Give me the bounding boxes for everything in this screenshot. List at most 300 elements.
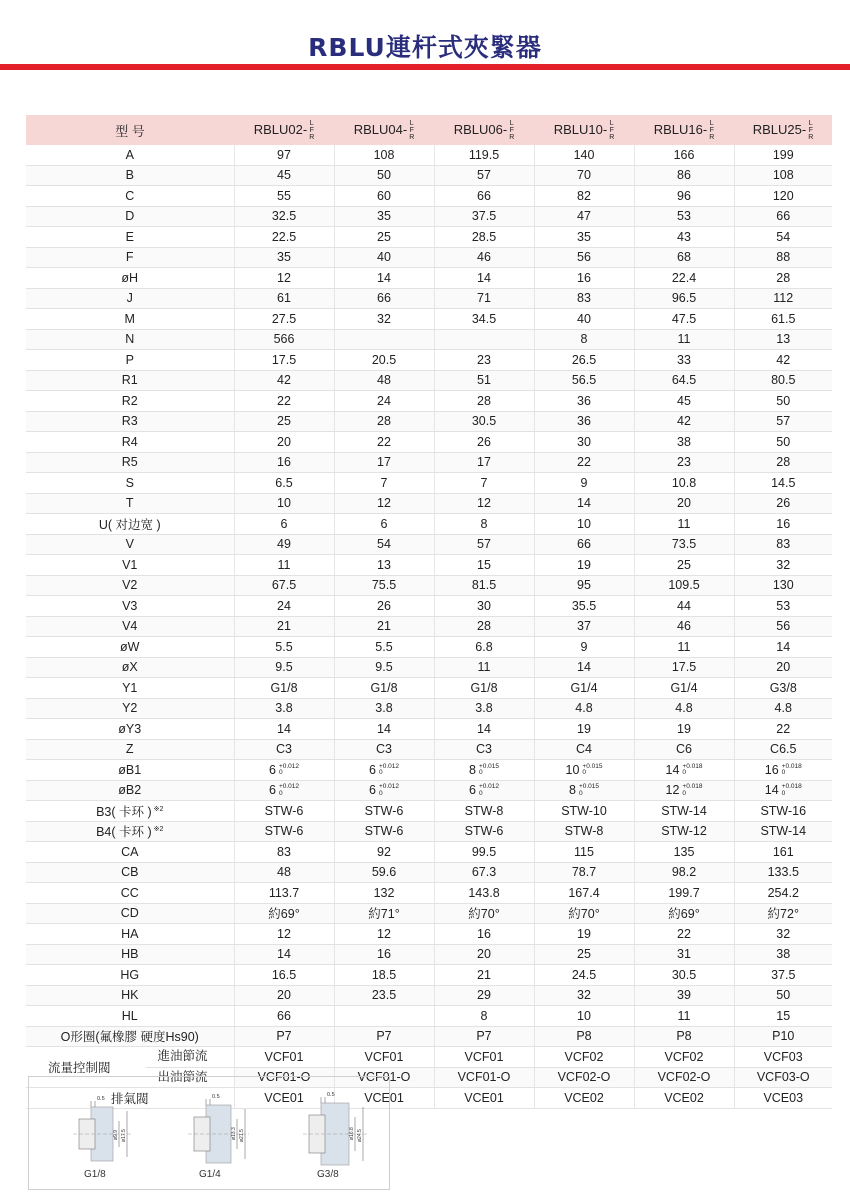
cell-value: C6.5 <box>734 739 832 760</box>
tolerance-lower: 0 <box>278 789 283 797</box>
cell-value: 108 <box>334 145 434 165</box>
cell-value: 14 <box>234 719 334 740</box>
cell-value: 22.4 <box>634 268 734 289</box>
table-row <box>26 534 832 555</box>
nominal-value: 6 <box>368 762 376 777</box>
row-label: R3 <box>26 411 234 432</box>
cell-value: 30 <box>534 432 634 453</box>
cell-value: 96 <box>634 186 734 207</box>
cell-value: 13 <box>334 555 434 576</box>
cell-value: 199.7 <box>634 883 734 904</box>
tolerance <box>782 784 802 797</box>
row-label: D <box>26 206 234 227</box>
table-row <box>26 350 832 371</box>
top-dim-label: 0.5 <box>327 1092 335 1098</box>
inner-dim-label: ø13.3 <box>231 1127 237 1140</box>
cell-value: 37.5 <box>734 965 832 986</box>
inner-dim-label: ø16.8 <box>349 1127 355 1140</box>
model-name: RBLU16- <box>653 121 708 137</box>
cell-value: 16.5 <box>234 965 334 986</box>
row-label: HK <box>26 985 234 1006</box>
cell-value: 51 <box>434 370 534 391</box>
cell-value: 22 <box>734 719 832 740</box>
suffix-l: L <box>309 119 314 127</box>
suffix-r: R <box>808 133 814 141</box>
cell-value: 8 <box>434 1006 534 1027</box>
tolerance-upper: +0.018 <box>682 783 703 791</box>
cell-value <box>334 329 434 350</box>
cell-value: VCE02 <box>534 1088 634 1109</box>
cell-value: 16 <box>434 924 534 945</box>
model-name: RBLU04- <box>353 121 408 137</box>
cell-value: 130 <box>734 575 832 596</box>
cell-value: 42 <box>234 370 334 391</box>
cell-value: 約72° <box>734 903 832 924</box>
table-row <box>26 883 832 904</box>
nominal-value: 6 <box>268 783 276 798</box>
model-header-rblu10 <box>534 115 634 145</box>
cell-value: 19 <box>534 719 634 740</box>
cell-value: STW-10 <box>534 801 634 822</box>
cell-value: 9 <box>534 637 634 658</box>
row-label: F <box>26 247 234 268</box>
cell-value: 88 <box>734 247 832 268</box>
cell-value: 26.5 <box>534 350 634 371</box>
row-label: HA <box>26 924 234 945</box>
cell-value: VCF01-O <box>234 1067 334 1088</box>
cell-value: 44 <box>634 596 734 617</box>
port-diagram-panel <box>28 1076 390 1190</box>
tolerance-lower: 0 <box>781 769 786 777</box>
tolerance <box>379 764 399 777</box>
table-row <box>26 432 832 453</box>
table-row <box>26 903 832 924</box>
table-row <box>26 985 832 1006</box>
cell-value: 86 <box>634 165 734 186</box>
cell-value: 45 <box>234 165 334 186</box>
table-row <box>26 411 832 432</box>
cell-value <box>734 780 832 801</box>
spec-table <box>26 115 832 1109</box>
cell-value: 57 <box>434 165 534 186</box>
cell-value: 9.5 <box>234 657 334 678</box>
cell-value: 30 <box>434 596 534 617</box>
nominal-value: 6 <box>468 783 476 798</box>
nominal-value: 8 <box>468 762 476 777</box>
cell-value: 37.5 <box>434 206 534 227</box>
cell-value: 166 <box>634 145 734 165</box>
table-row <box>26 227 832 248</box>
row-label: CA <box>26 842 234 863</box>
table-row <box>26 1026 832 1047</box>
cell-value: 14.5 <box>734 473 832 494</box>
cell-value: 119.5 <box>434 145 534 165</box>
cell-value: 14 <box>534 493 634 514</box>
port-caption: G3/8 <box>317 1169 339 1180</box>
cell-value: 32 <box>734 555 832 576</box>
cell-value: VCF01 <box>434 1047 534 1068</box>
cell-value <box>534 780 634 801</box>
cell-value: G1/8 <box>234 678 334 699</box>
cell-value: 5.5 <box>234 637 334 658</box>
cell-value: 42 <box>634 411 734 432</box>
suffix-l: L <box>808 119 813 127</box>
cell-value: 38 <box>734 944 832 965</box>
table-row <box>26 965 832 986</box>
outer-dim-label: ø21.5 <box>239 1129 245 1142</box>
cell-value: 10.8 <box>634 473 734 494</box>
cell-value: 80.5 <box>734 370 832 391</box>
tolerance <box>479 784 499 797</box>
cell-value: P7 <box>234 1026 334 1047</box>
cell-value: C6 <box>634 739 734 760</box>
cell-value: 10 <box>234 493 334 514</box>
suffix-f: F <box>709 126 714 134</box>
suffix-f: F <box>309 126 314 134</box>
table-row <box>26 165 832 186</box>
suffix-r: R <box>509 133 515 141</box>
suffix-r: R <box>309 133 315 141</box>
table-row <box>26 862 832 883</box>
out-flow-label: 出油節流 <box>157 1069 208 1084</box>
cell-value: 81.5 <box>434 575 534 596</box>
cell-value: 254.2 <box>734 883 832 904</box>
cell-value: 11 <box>234 555 334 576</box>
row-label: R5 <box>26 452 234 473</box>
table-row <box>26 616 832 637</box>
row-label: øX <box>26 657 234 678</box>
cell-value: 13 <box>734 329 832 350</box>
table-row <box>26 186 832 207</box>
cell-value: P10 <box>734 1026 832 1047</box>
cell-value: 68 <box>634 247 734 268</box>
cell-value: 45 <box>634 391 734 412</box>
cell-value: 73.5 <box>634 534 734 555</box>
cell-value: 92 <box>334 842 434 863</box>
table-row <box>26 596 832 617</box>
cell-value: 32 <box>534 985 634 1006</box>
cell-value: 49 <box>234 534 334 555</box>
cell-value: 6 <box>234 514 334 535</box>
cell-value: 6 <box>334 514 434 535</box>
cell-value: 50 <box>734 985 832 1006</box>
cell-value: 20 <box>634 493 734 514</box>
tolerance-lower: 0 <box>578 789 583 797</box>
model-suffix <box>309 120 314 141</box>
table-row <box>26 739 832 760</box>
page-title: RBLU連杆式夾緊器 <box>308 33 542 62</box>
cell-value: 28 <box>734 452 832 473</box>
row-label: V1 <box>26 555 234 576</box>
table-row <box>26 575 832 596</box>
model-name: RBLU02- <box>253 121 308 137</box>
cell-value: 113.7 <box>234 883 334 904</box>
cell-value: STW-12 <box>634 821 734 842</box>
cell-value: 46 <box>434 247 534 268</box>
cell-value: 83 <box>734 534 832 555</box>
cell-value: 71 <box>434 288 534 309</box>
row-label: øH <box>26 268 234 289</box>
tolerance-upper: +0.018 <box>682 762 703 770</box>
cell-value: 9.5 <box>334 657 434 678</box>
cell-value: 34.5 <box>434 309 534 330</box>
table-row <box>26 821 832 842</box>
cell-value: 67.5 <box>234 575 334 596</box>
cell-value: 14 <box>434 719 534 740</box>
cell-value: 11 <box>634 1006 734 1027</box>
nominal-value: 16 <box>764 762 779 777</box>
cell-value: VCE03 <box>734 1088 832 1109</box>
cell-value: C3 <box>334 739 434 760</box>
cell-value: 115 <box>534 842 634 863</box>
tolerance-lower: 0 <box>478 789 483 797</box>
cell-value: 67.3 <box>434 862 534 883</box>
suffix-f: F <box>609 126 614 134</box>
cell-value: 96.5 <box>634 288 734 309</box>
nominal-value: 14 <box>764 783 779 798</box>
cell-value: 22 <box>234 391 334 412</box>
cell-value: 25 <box>634 555 734 576</box>
cell-value: 12 <box>434 493 534 514</box>
cell-value: 12 <box>334 924 434 945</box>
cell-value: 4.8 <box>534 698 634 719</box>
cell-value: 98.2 <box>634 862 734 883</box>
cell-value: G1/4 <box>634 678 734 699</box>
row-label: P <box>26 350 234 371</box>
cell-value: 3.8 <box>334 698 434 719</box>
table-row <box>26 842 832 863</box>
cell-value: 23 <box>634 452 734 473</box>
cell-value: 14 <box>734 637 832 658</box>
table-row <box>26 780 832 801</box>
cell-value: 21 <box>434 965 534 986</box>
cell-value: 26 <box>434 432 534 453</box>
cell-value: 143.8 <box>434 883 534 904</box>
cell-value: 120 <box>734 186 832 207</box>
cell-value: 35.5 <box>534 596 634 617</box>
cell-value: VCF01 <box>334 1047 434 1068</box>
cell-value: 35 <box>534 227 634 248</box>
cell-value: 60 <box>334 186 434 207</box>
cell-value: 22.5 <box>234 227 334 248</box>
cell-value: 28 <box>434 391 534 412</box>
cell-value: 7 <box>334 473 434 494</box>
cell-value: 約69° <box>634 903 734 924</box>
cell-value: 14 <box>334 268 434 289</box>
cell-value: 53 <box>634 206 734 227</box>
cell-value: 11 <box>634 329 734 350</box>
cell-value: 35 <box>234 247 334 268</box>
table-row <box>26 268 832 289</box>
outer-dim-label: ø17.5 <box>121 1129 127 1142</box>
cell-value <box>334 1006 434 1027</box>
top-dim-label: 0.5 <box>97 1096 105 1102</box>
cell-value: 35 <box>334 206 434 227</box>
cell-value: 4.8 <box>634 698 734 719</box>
row-label: R1 <box>26 370 234 391</box>
port-caption: G1/4 <box>199 1169 221 1180</box>
cell-value <box>634 780 734 801</box>
cell-value: 11 <box>434 657 534 678</box>
cell-value: 16 <box>234 452 334 473</box>
cell-value <box>534 760 634 781</box>
cell-value: 66 <box>434 186 534 207</box>
cell-value: STW-14 <box>734 821 832 842</box>
model-name: RBLU25- <box>752 121 807 137</box>
cell-value: 28 <box>434 616 534 637</box>
cell-value: 39 <box>634 985 734 1006</box>
cell-value: 31 <box>634 944 734 965</box>
cell-value: 83 <box>234 842 334 863</box>
cell-value: 56 <box>734 616 832 637</box>
table-row <box>26 391 832 412</box>
row-label: V2 <box>26 575 234 596</box>
row-label: M <box>26 309 234 330</box>
cell-value: 14 <box>434 268 534 289</box>
cell-value: 10 <box>534 514 634 535</box>
cell-value: 82 <box>534 186 634 207</box>
cell-value: STW-14 <box>634 801 734 822</box>
cell-value: VCF01-O <box>334 1067 434 1088</box>
table-row <box>26 288 832 309</box>
cell-value: 17 <box>434 452 534 473</box>
cell-value: 54 <box>734 227 832 248</box>
model-header-rblu16 <box>634 115 734 145</box>
cell-value <box>234 780 334 801</box>
table-row <box>26 924 832 945</box>
row-label: J <box>26 288 234 309</box>
table-row <box>26 370 832 391</box>
row-label: A <box>26 145 234 165</box>
cell-value: 15 <box>734 1006 832 1027</box>
suffix-f: F <box>808 126 813 134</box>
tolerance-upper: +0.018 <box>781 762 802 770</box>
tolerance <box>682 764 702 777</box>
cell-value: 83 <box>534 288 634 309</box>
cell-value: 28.5 <box>434 227 534 248</box>
cell-value: 4.8 <box>734 698 832 719</box>
model-suffix <box>808 120 813 141</box>
suffix-r: R <box>409 133 415 141</box>
cell-value: 33 <box>634 350 734 371</box>
row-label: V4 <box>26 616 234 637</box>
row-label: 排氣閥 <box>26 1088 234 1109</box>
cell-value <box>434 760 534 781</box>
cell-value: VCF01-O <box>434 1067 534 1088</box>
cell-value: 57 <box>734 411 832 432</box>
cell-value: 21 <box>334 616 434 637</box>
cell-value: 32.5 <box>234 206 334 227</box>
cell-value: G1/8 <box>434 678 534 699</box>
suffix-f: F <box>509 126 514 134</box>
cell-value: STW-16 <box>734 801 832 822</box>
cell-value: 112 <box>734 288 832 309</box>
cell-value: 19 <box>534 924 634 945</box>
cell-value: 3.8 <box>434 698 534 719</box>
suffix-l: L <box>709 119 714 127</box>
cell-value: 20 <box>434 944 534 965</box>
cell-value: 5.5 <box>334 637 434 658</box>
cell-value: STW-6 <box>334 801 434 822</box>
cell-value: 55 <box>234 186 334 207</box>
suffix-l: L <box>609 119 614 127</box>
cell-value: 24.5 <box>534 965 634 986</box>
table-row <box>26 514 832 535</box>
table-row <box>26 145 832 165</box>
cell-value: 21 <box>234 616 334 637</box>
cell-value: P7 <box>334 1026 434 1047</box>
table-row <box>26 719 832 740</box>
suffix-f: F <box>409 126 414 134</box>
cell-value: 57 <box>434 534 534 555</box>
nominal-value: 6 <box>368 783 376 798</box>
cell-value: 8 <box>434 514 534 535</box>
flow-control-label: 流量控制閥 <box>48 1061 111 1075</box>
cell-value: 50 <box>734 432 832 453</box>
cell-value: 27.5 <box>234 309 334 330</box>
tolerance-lower: 0 <box>378 769 383 777</box>
cell-value: VCF03 <box>734 1047 832 1068</box>
cell-value: 108 <box>734 165 832 186</box>
row-label: C <box>26 186 234 207</box>
cell-value: 32 <box>334 309 434 330</box>
cell-value: 38 <box>634 432 734 453</box>
note-mark: ※2 <box>153 805 164 813</box>
cell-value: STW-6 <box>434 821 534 842</box>
cell-value: C3 <box>234 739 334 760</box>
cell-value: 16 <box>734 514 832 535</box>
cell-value <box>234 760 334 781</box>
cell-value: 14 <box>334 719 434 740</box>
model-name: RBLU10- <box>553 121 608 137</box>
row-label: Y2 <box>26 698 234 719</box>
suffix-r: R <box>709 133 715 141</box>
cell-value: 約71° <box>334 903 434 924</box>
row-label <box>26 801 234 822</box>
tolerance <box>582 764 602 777</box>
cell-value: 97 <box>234 145 334 165</box>
table-row <box>26 637 832 658</box>
cell-value: 66 <box>234 1006 334 1027</box>
suffix-l: L <box>409 119 414 127</box>
cell-value: 7 <box>434 473 534 494</box>
cell-value: 66 <box>734 206 832 227</box>
row-label: HL <box>26 1006 234 1027</box>
cell-value: 12 <box>334 493 434 514</box>
cell-value: 23 <box>434 350 534 371</box>
cell-value: 47 <box>534 206 634 227</box>
row-label: CD <box>26 903 234 924</box>
tolerance-lower: 0 <box>582 769 587 777</box>
cell-value: 135 <box>634 842 734 863</box>
cell-value: 167.4 <box>534 883 634 904</box>
table-row <box>26 801 832 822</box>
nominal-value: 8 <box>568 783 576 798</box>
model-name: RBLU06- <box>453 121 508 137</box>
row-label: V3 <box>26 596 234 617</box>
cell-value: VCE01 <box>234 1088 334 1109</box>
cell-value <box>734 760 832 781</box>
cell-value: 70 <box>534 165 634 186</box>
tolerance-upper: +0.015 <box>578 783 599 791</box>
row-label-text: B3( 卡环 ) <box>96 804 152 819</box>
cell-value: 約70° <box>534 903 634 924</box>
row-label: U( 对边宽 ) <box>26 514 234 535</box>
tolerance-upper: +0.015 <box>582 762 603 770</box>
model-suffix <box>609 120 614 141</box>
row-label <box>26 821 234 842</box>
tolerance <box>379 784 399 797</box>
